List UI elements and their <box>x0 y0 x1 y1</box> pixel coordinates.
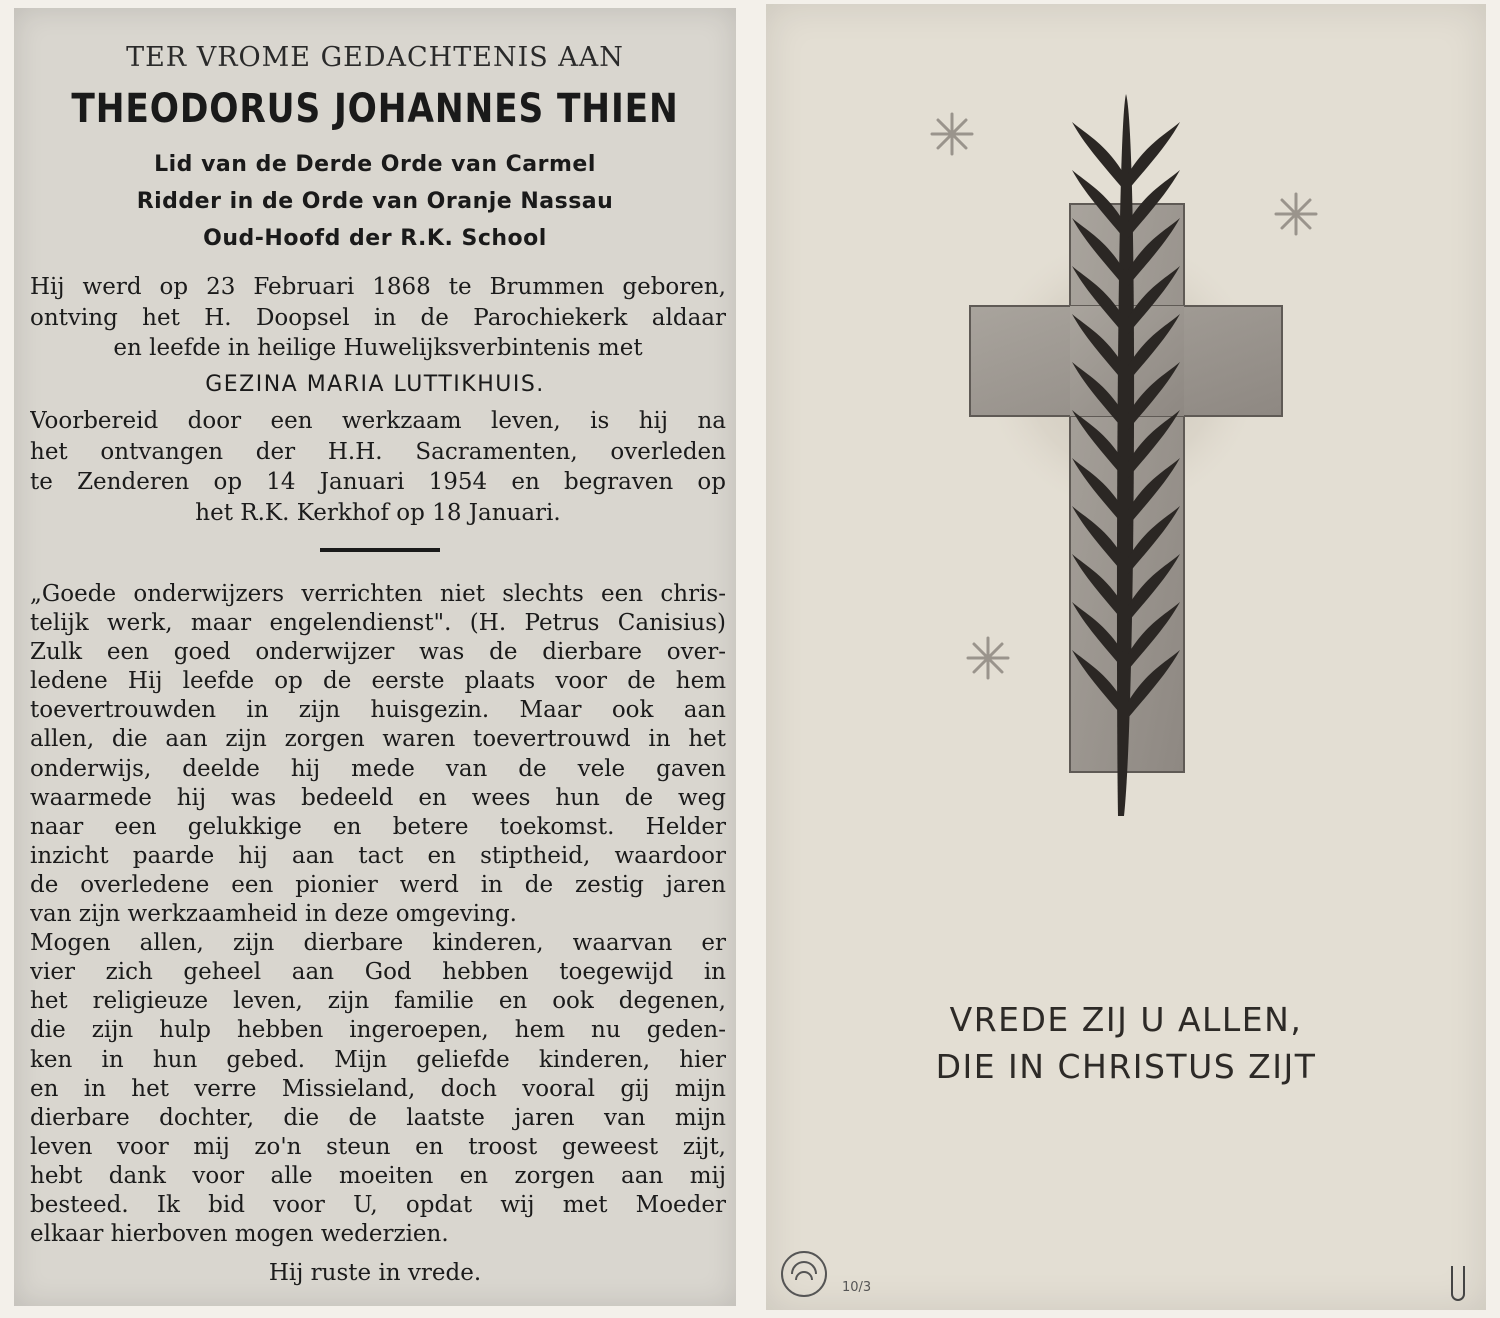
cross-illustration <box>766 4 1486 1310</box>
image-panel <box>766 4 1486 1310</box>
text-line: Hij werd op 23 Februari 1868 te Brummen geboren, <box>30 274 726 300</box>
text-line: te Zenderen op 14 Januari 1954 en begraven op <box>30 469 726 495</box>
text-line: leven voor mij zo'n steun en troost geweest zijt, <box>30 1133 726 1160</box>
text-line: het religieuze leven, zijn familie en ook degenen, <box>30 988 726 1015</box>
divider <box>320 548 440 552</box>
text-line: „Goede onderwijzers verrichten niet slechts een chris- <box>30 581 726 607</box>
text-line: van zijn werkzaamheid in deze omgeving. <box>30 901 517 928</box>
text-line: waarmede hij was bedeeld en wees hun de weg <box>30 784 726 811</box>
text-line: besteed. Ik bid voor U, opdat wij met Moeder <box>30 1191 726 1218</box>
spouse-name: GEZINA MARIA LUTTIKHUIS. <box>205 372 545 397</box>
text-line: Mogen allen, zijn dierbare kinderen, waarvan er <box>30 930 726 957</box>
motto-line: DIE IN CHRISTUS ZIJT <box>935 1047 1317 1086</box>
title-line: Ridder in de Orde van Oranje Nassau <box>136 189 614 214</box>
publisher-logo-icon <box>782 1252 826 1296</box>
artist-monogram-icon <box>1452 1266 1464 1300</box>
text-line: naar een gelukkige en betere toekomst. Helder <box>30 813 726 840</box>
heading-dedication: TER VROME GEDACHTENIS AAN <box>126 42 624 73</box>
title-line: Oud-Hoofd der R.K. School <box>203 226 547 251</box>
text-line: ledene Hij leefde op de eerste plaats voor de hem <box>30 668 726 695</box>
tribute-paragraph <box>30 580 726 1249</box>
motto-line: VREDE ZIJ U ALLEN, <box>949 1000 1303 1039</box>
text-line: die zijn hulp hebben ingeroepen, hem nu geden- <box>30 1017 726 1044</box>
text-line: Zulk een goed onderwijzer was de dierbare over- <box>30 639 726 666</box>
memorial-text-panel <box>14 8 736 1306</box>
text-line: elkaar hierboven mogen wederzien. <box>30 1221 449 1248</box>
text-line: ken in hun gebed. Mijn geliefde kinderen, hier <box>30 1046 726 1073</box>
card-code: 10/3 <box>842 1280 872 1295</box>
text-line: Voorbereid door een werkzaam leven, is hij na <box>30 408 726 434</box>
text-line: toevertrouwden in zijn huisgezin. Maar ook aan <box>30 697 726 724</box>
text-line: inzicht paarde hij aan tact en stiptheid, waardoor <box>30 842 726 869</box>
text-line: en in het verre Missieland, doch vooral gij mijn <box>30 1075 726 1102</box>
text-line: allen, die aan zijn zorgen waren toevertrouwd in het <box>30 726 726 753</box>
text-line: ontving het H. Doopsel in de Parochiekerk aldaar <box>30 304 726 331</box>
text-line: en leefde in heilige Huwelijksverbintenis met <box>113 335 643 361</box>
text-line: hebt dank voor alle moeiten en zorgen aan mij <box>30 1162 726 1189</box>
text-line: telijk werk, maar engelendienst". (H. Petrus Canisius) <box>30 610 726 637</box>
text-line: de overledene een pionier werd in de zestig jaren <box>30 871 726 898</box>
title-line: Lid van de Derde Orde van Carmel <box>154 152 596 177</box>
text-line: het R.K. Kerkhof op 18 Januari. <box>195 499 561 526</box>
deceased-name: THEODORUS JOHANNES THIEN <box>71 86 679 132</box>
text-line: vier zich geheel aan God hebben toegewijd in <box>30 959 726 986</box>
text-line: onderwijs, deelde hij mede van de vele gaven <box>30 755 726 782</box>
text-line: dierbare dochter, die de laatste jaren van mijn <box>30 1104 726 1131</box>
closing-line: Hij ruste in vrede. <box>268 1260 482 1286</box>
text-line: het ontvangen der H.H. Sacramenten, overleden <box>30 438 726 465</box>
death-paragraph <box>30 406 726 528</box>
birth-paragraph <box>30 272 726 364</box>
